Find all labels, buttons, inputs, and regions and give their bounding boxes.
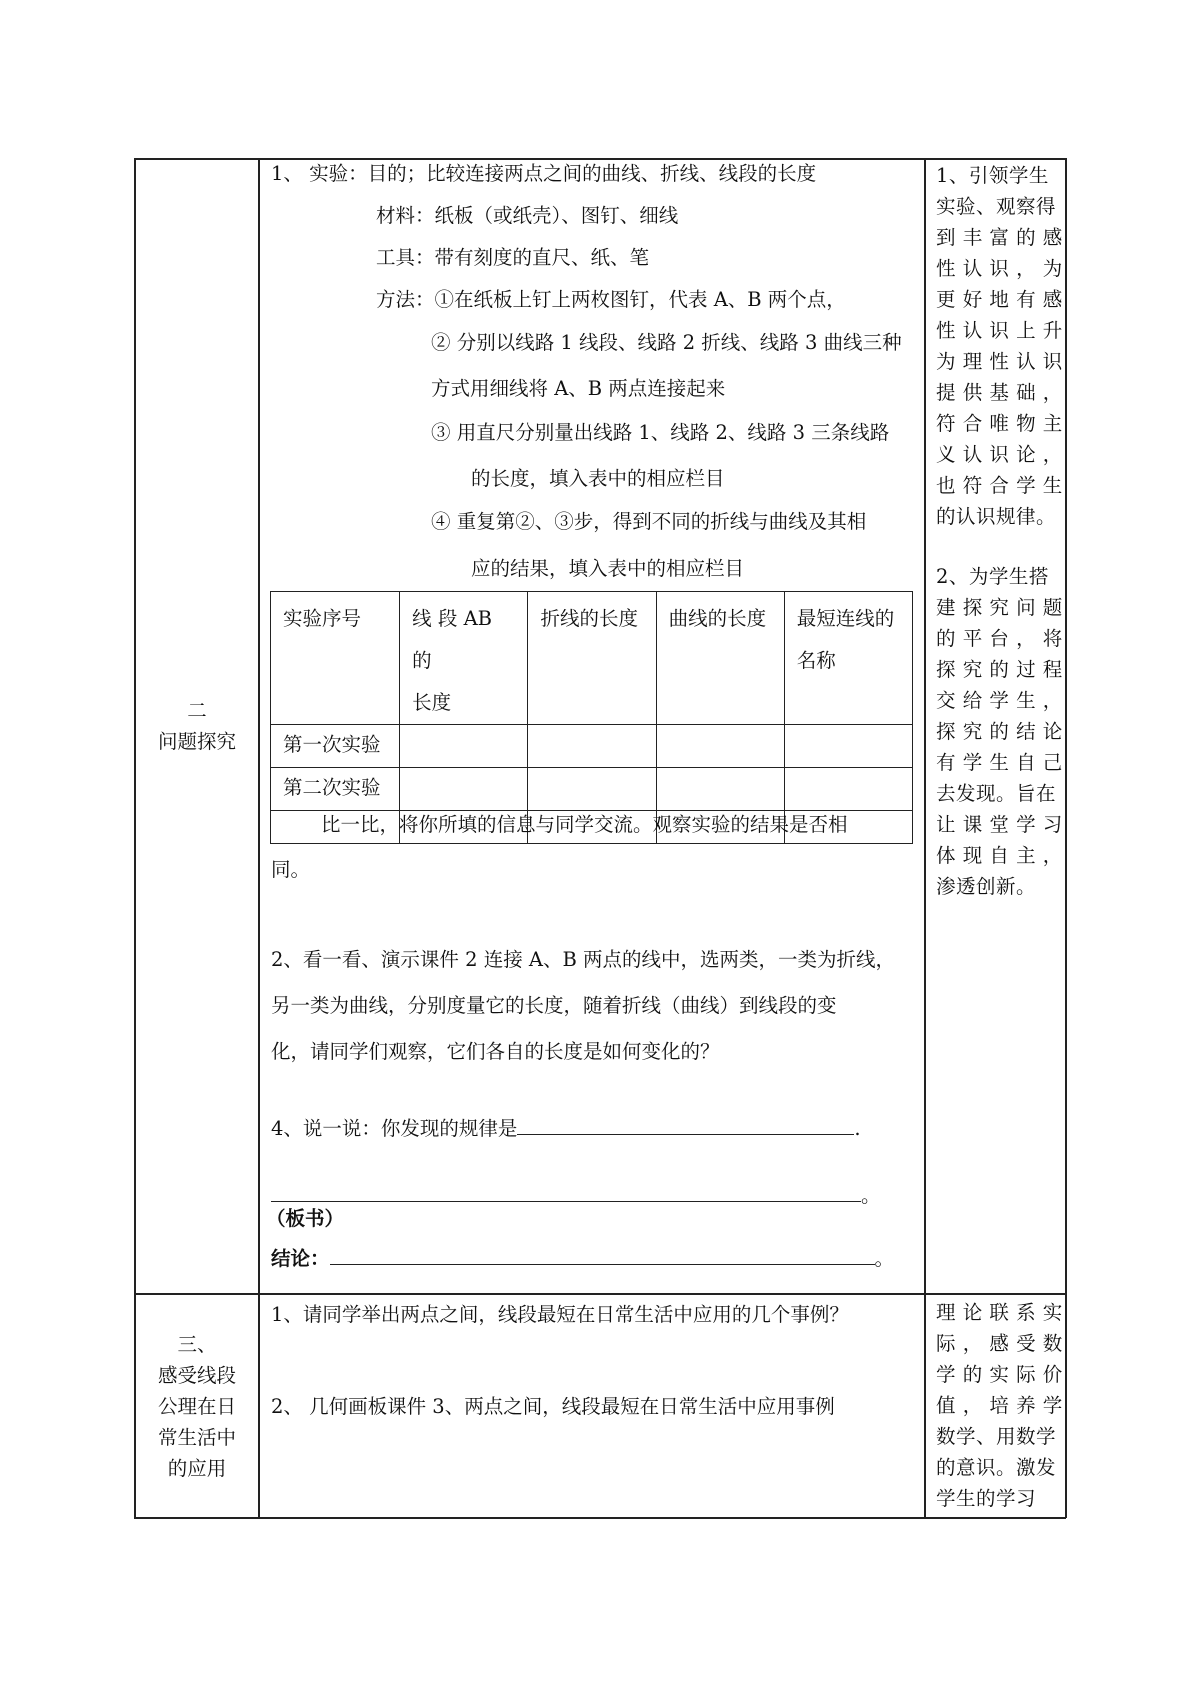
- section3-item2: 2、 几何画板课件 3、两点之间，线段最短在日常生活中应用事例: [271, 1395, 835, 1418]
- say-text: [271, 1110, 861, 1142]
- experiment-method-4b: 应的结果，填入表中的相应栏目: [471, 557, 745, 580]
- conclusion-blank[interactable]: [330, 1240, 875, 1265]
- conclusion-end: 。: [874, 1247, 895, 1270]
- table-header-cell: 折线的长度: [528, 592, 656, 725]
- experiment-method-4a: ④ 重复第②、③步，得到不同的折线与曲线及其相: [431, 510, 867, 533]
- rule-answer-blank[interactable]: [517, 1110, 854, 1135]
- say-prefix: 4、说一说：你发现的规律是: [271, 1117, 518, 1140]
- table-cell: [656, 768, 784, 811]
- conclusion-label: 结论：: [271, 1247, 330, 1270]
- frame-left-border: [134, 158, 136, 1518]
- experiment-tools: 工具：带有刻度的直尺、纸、笔: [376, 246, 650, 269]
- section2-notes: 1、引领学生 实验、观察得 到 丰 富 的 感 性 认 识 ， 为 更 好 地 有 感 性 认 识 上 升 为 理 性 认 识 提 供 基 础 ， 符 合 唯 物 主 义 认 识 论 ， 也 符 合 学 生 的认识规律。 2、为学生搭 建 探 究 问 题 的 平 台 ， 将 探 究 的 过 程 交 给 学 生 ， 探 究 的 结 论 有 学 生 自 己 去发现。旨在 让 课 堂 学 习 体 现 自 主 ， 渗透创新。: [936, 164, 1063, 898]
- say-end: .: [854, 1117, 861, 1140]
- experiment-method-3a: ③ 用直尺分别量出线路 1、线路 2、线路 3 三条线路: [431, 421, 890, 444]
- frame-section-divider: [134, 1293, 1066, 1295]
- experiment-method-2b: 方式用细线将 A、B 两点连接起来: [431, 377, 726, 400]
- table-header-cell: 线 段 AB 的 长度: [400, 592, 528, 725]
- table-row: [271, 768, 913, 811]
- table-header-cell: 曲线的长度: [656, 592, 784, 725]
- watch-text-line3: 化，请同学们观察，它们各自的长度是如何变化的？: [271, 1040, 720, 1063]
- section2-number: 二: [187, 699, 207, 722]
- section3-notes: 理 论 联 系 实 际 ， 感 受 数 学 的 实 际 价 值 ， 培 养 学 数学、用数学 的意识。激发 学生的学习: [936, 1301, 1063, 1510]
- frame-top-border: [134, 158, 1066, 160]
- conclusion-line: [271, 1240, 894, 1272]
- table-header-cell: 实验序号: [271, 592, 400, 725]
- table-cell: [784, 768, 912, 811]
- watch-text-line1: 2、看一看、演示课件 2 连接 A、B 两点的线中，选两类，一类为折线，: [271, 948, 896, 971]
- table-cell: [400, 768, 528, 811]
- watch-text-line2: 另一类为曲线，分别度量它的长度，随着折线（曲线）到线段的变: [271, 994, 837, 1017]
- section2-label: [136, 695, 258, 757]
- table-cell: [528, 725, 656, 768]
- experiment-method-2a: ② 分别以线路 1 线段、线路 2 折线、线路 3 曲线三种: [431, 331, 902, 354]
- table-cell: 第一次实验: [271, 725, 400, 768]
- rule-answer-blank-2[interactable]: [271, 1177, 861, 1202]
- say-end-2: 。: [861, 1184, 881, 1207]
- frame-right-border: [1065, 158, 1067, 1518]
- frame-col-divider-1: [258, 158, 260, 1518]
- section3-label: 三、 感受线段 公理在日 常生活中 的应用: [157, 1333, 236, 1480]
- section3-item1: 1、请同学举出两点之间，线段最短在日常生活中应用的几个事例？: [271, 1303, 849, 1326]
- table-header-row: [271, 592, 913, 725]
- table-header-cell: 最短连线的 名称: [784, 592, 912, 725]
- table-cell: [400, 725, 528, 768]
- compare-text-line1: 比一比，将你所填的信息与同学交流。观察实验的结果是否相: [321, 813, 848, 836]
- table-cell: [784, 725, 912, 768]
- table-cell: 第二次实验: [271, 768, 400, 811]
- frame-bottom-border: [134, 1517, 1066, 1519]
- experiment-purpose: 1、 实验：目的；比较连接两点之间的曲线、折线、线段的长度: [271, 162, 817, 185]
- say-text-cont: [271, 1177, 881, 1209]
- board-label: （板书）: [266, 1207, 345, 1230]
- frame-col-divider-2: [924, 158, 926, 1518]
- table-cell: [656, 725, 784, 768]
- experiment-materials: 材料：纸板（或纸壳）、图钉、细线: [376, 204, 679, 227]
- experiment-method-1: 方法：①在纸板上钉上两枚图钉，代表 A、B 两个点，: [376, 288, 846, 311]
- section2-title: 问题探究: [157, 730, 236, 753]
- experiment-table: [270, 591, 913, 844]
- experiment-method-3b: 的长度，填入表中的相应栏目: [471, 467, 725, 490]
- table-row: [271, 725, 913, 768]
- table-cell: [528, 768, 656, 811]
- compare-text-line2: 同。: [271, 858, 311, 881]
